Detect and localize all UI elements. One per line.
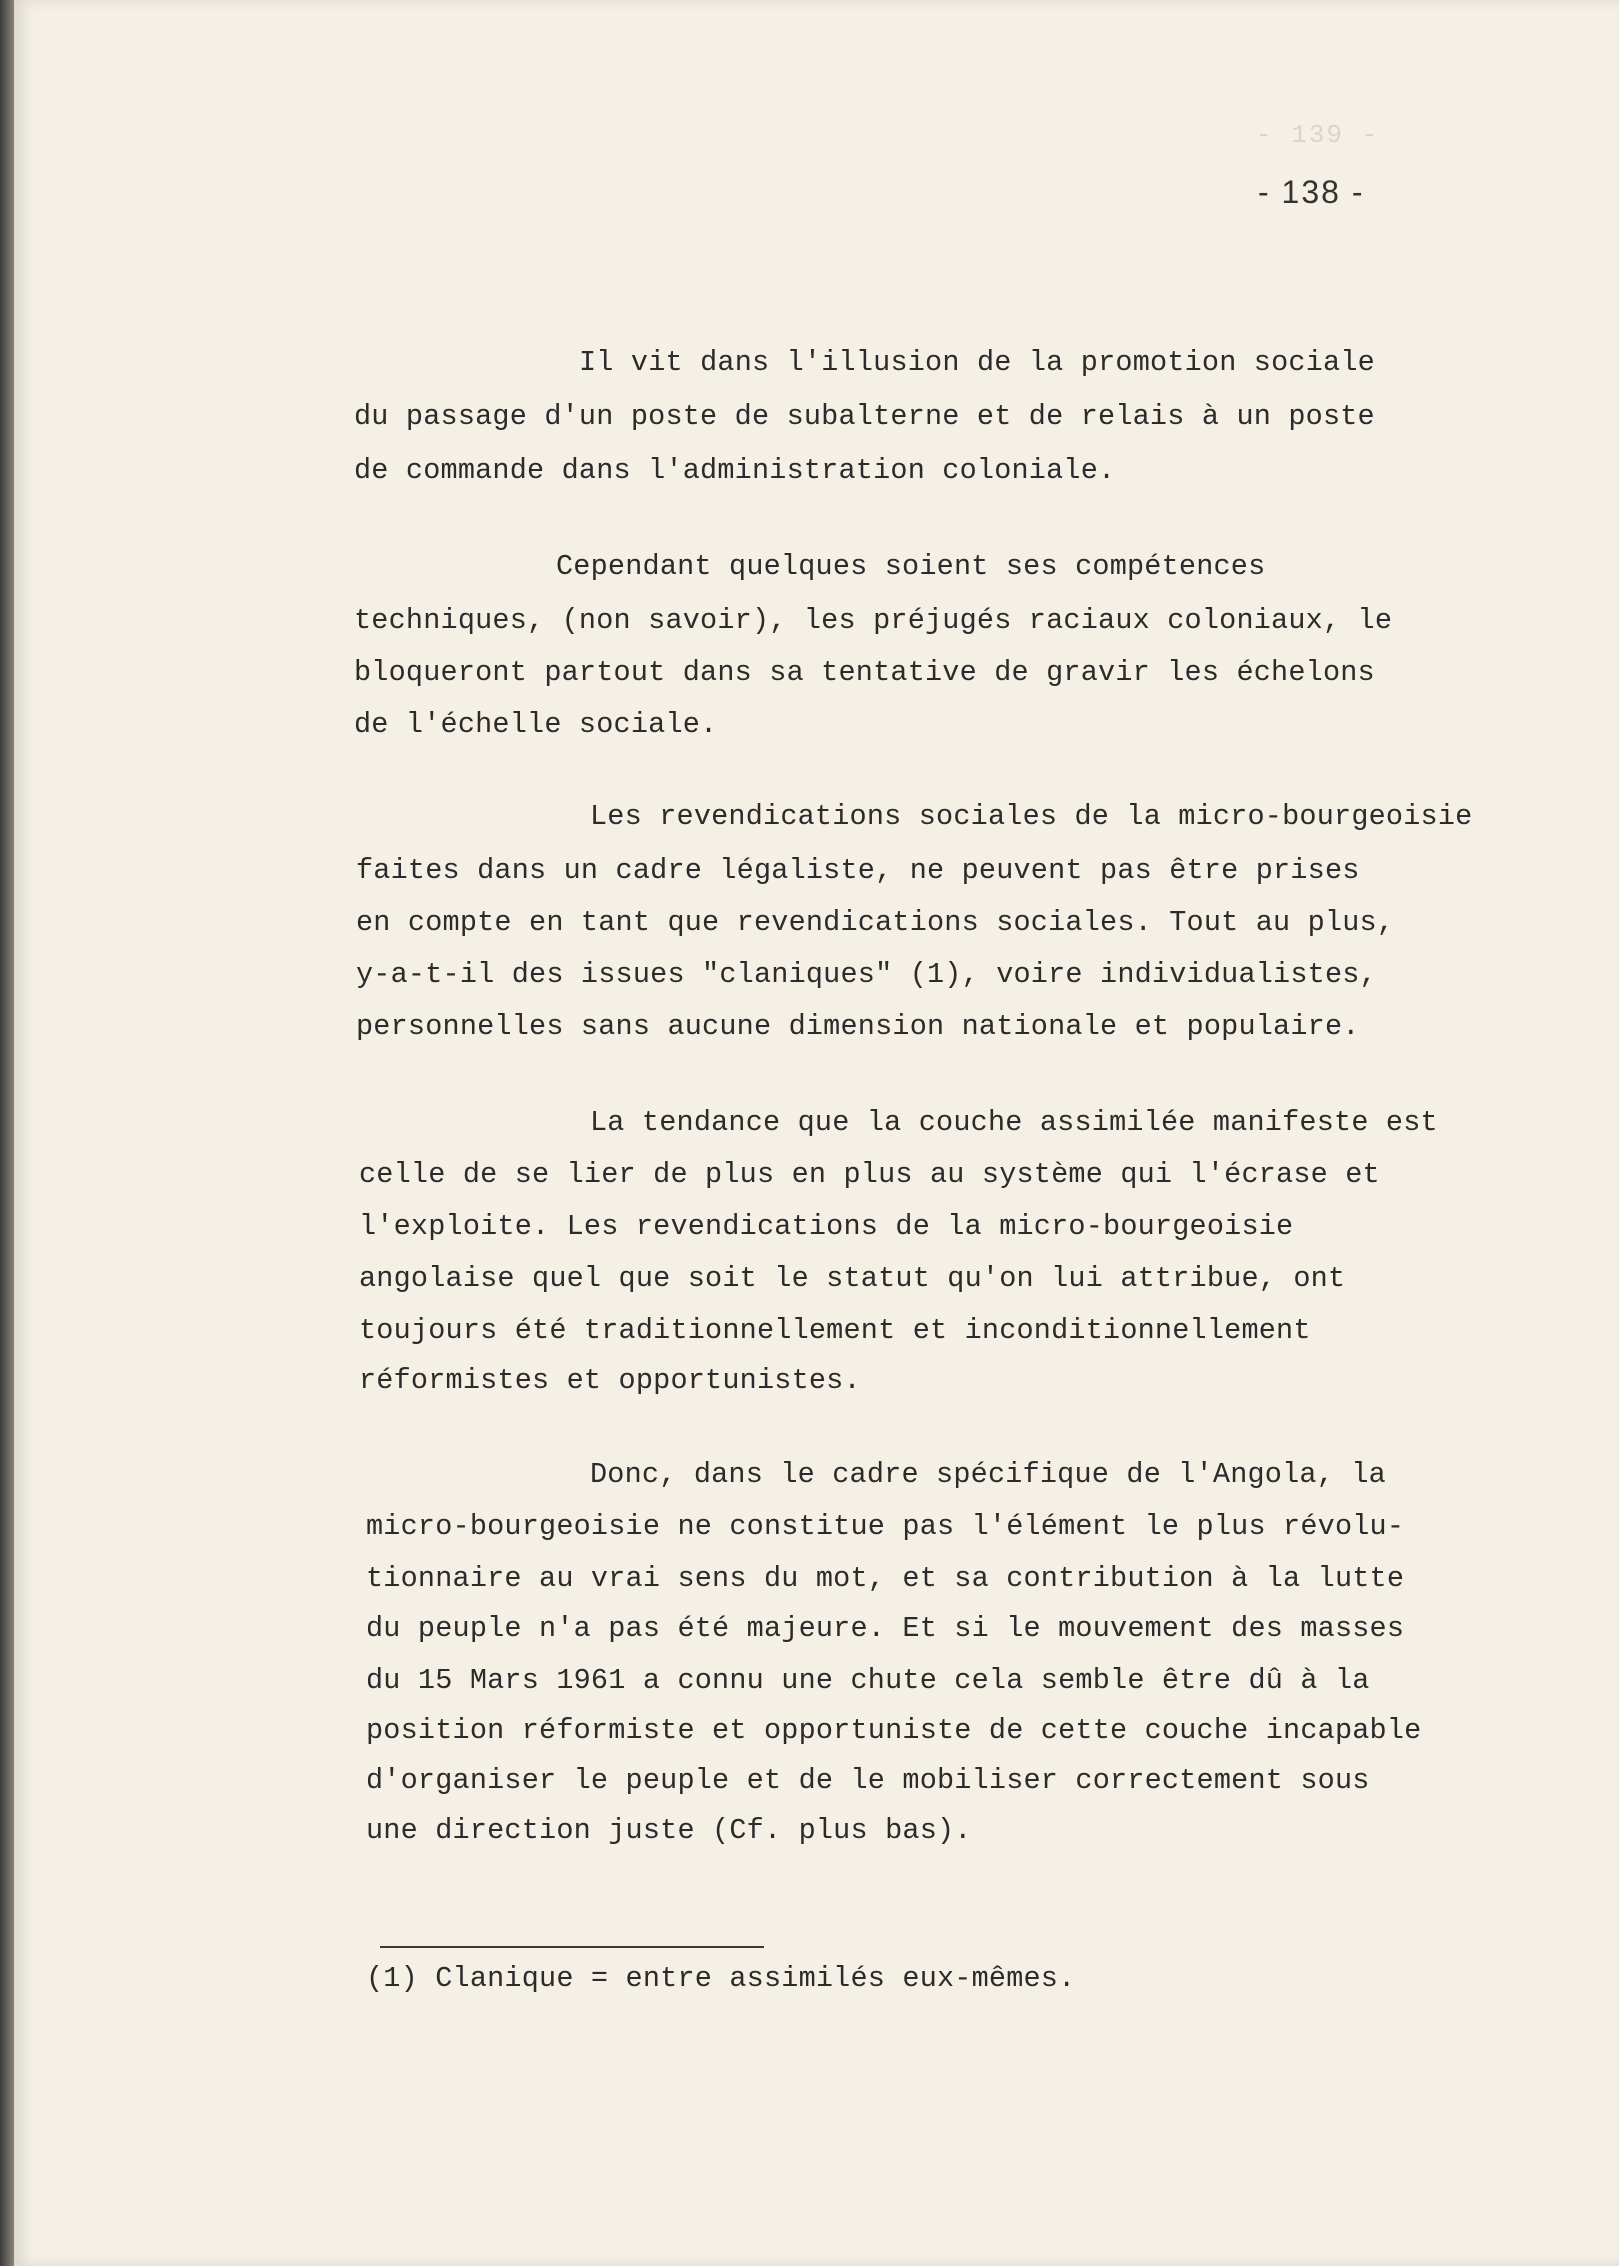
paragraph-5-line-3: tionnaire au vrai sens du mot, et sa contribution à la lutte xyxy=(366,1562,1405,1595)
paragraph-5-line-1: Donc, dans le cadre spécifique de l'Angola, la xyxy=(590,1458,1386,1491)
paragraph-3-line-1: Les revendications sociales de la micro-bourgeoisie xyxy=(590,800,1473,833)
bleed-through-page-number: - 139 - xyxy=(1256,120,1380,150)
paragraph-5-line-6: position réformiste et opportuniste de cette couche incapable xyxy=(366,1714,1422,1747)
paragraph-4-line-2: celle de se lier de plus en plus au système qui l'écrase et xyxy=(359,1158,1380,1191)
paragraph-2-line-3: bloqueront partout dans sa tentative de gravir les échelons xyxy=(354,656,1375,689)
page-number: - 138 - xyxy=(1258,174,1365,210)
paragraph-4-line-1: La tendance que la couche assimilée manifeste est xyxy=(590,1106,1438,1139)
paragraph-4-line-4: angolaise quel que soit le statut qu'on lui attribue, ont xyxy=(359,1262,1346,1295)
paragraph-5-line-7: d'organiser le peuple et de le mobiliser correctement sous xyxy=(366,1764,1370,1797)
footnote-text: (1) Clanique = entre assimilés eux-mêmes. xyxy=(366,1962,1076,1995)
paragraph-2-line-4: de l'échelle sociale. xyxy=(354,708,718,741)
paragraph-4-line-3: l'exploite. Les revendications de la micro-bourgeoisie xyxy=(359,1210,1294,1243)
paragraph-4-line-5: toujours été traditionnellement et inconditionnellement xyxy=(359,1314,1311,1347)
paragraph-3-line-3: en compte en tant que revendications sociales. Tout au plus, xyxy=(356,906,1395,939)
paragraph-2-line-2: techniques, (non savoir), les préjugés raciaux coloniaux, le xyxy=(354,604,1393,637)
footnote-rule xyxy=(380,1946,764,1948)
paragraph-4-line-6: réformistes et opportunistes. xyxy=(359,1364,861,1397)
binding-edge xyxy=(0,0,14,2266)
paragraph-3-line-5: personnelles sans aucune dimension nationale et populaire. xyxy=(356,1010,1360,1043)
paragraph-3-line-4: y-a-t-il des issues "claniques" (1), voire individualistes, xyxy=(356,958,1377,991)
paragraph-5-line-5: du 15 Mars 1961 a connu une chute cela semble être dû à la xyxy=(366,1664,1370,1697)
paragraph-5-line-2: micro-bourgeoisie ne constitue pas l'élément le plus révolu- xyxy=(366,1510,1405,1543)
paragraph-2-line-1: Cependant quelques soient ses compétences xyxy=(556,550,1266,583)
paragraph-5-line-8: une direction juste (Cf. plus bas). xyxy=(366,1814,972,1847)
paragraph-1-line-2: du passage d'un poste de subalterne et de relais à un poste xyxy=(354,400,1375,433)
paragraph-3-line-2: faites dans un cadre légaliste, ne peuvent pas être prises xyxy=(356,854,1360,887)
paragraph-1-line-1: Il vit dans l'illusion de la promotion sociale xyxy=(579,346,1375,379)
paragraph-5-line-4: du peuple n'a pas été majeure. Et si le mouvement des masses xyxy=(366,1612,1405,1645)
paragraph-1-line-3: de commande dans l'administration coloniale. xyxy=(354,454,1116,487)
document-page xyxy=(14,0,1619,2266)
